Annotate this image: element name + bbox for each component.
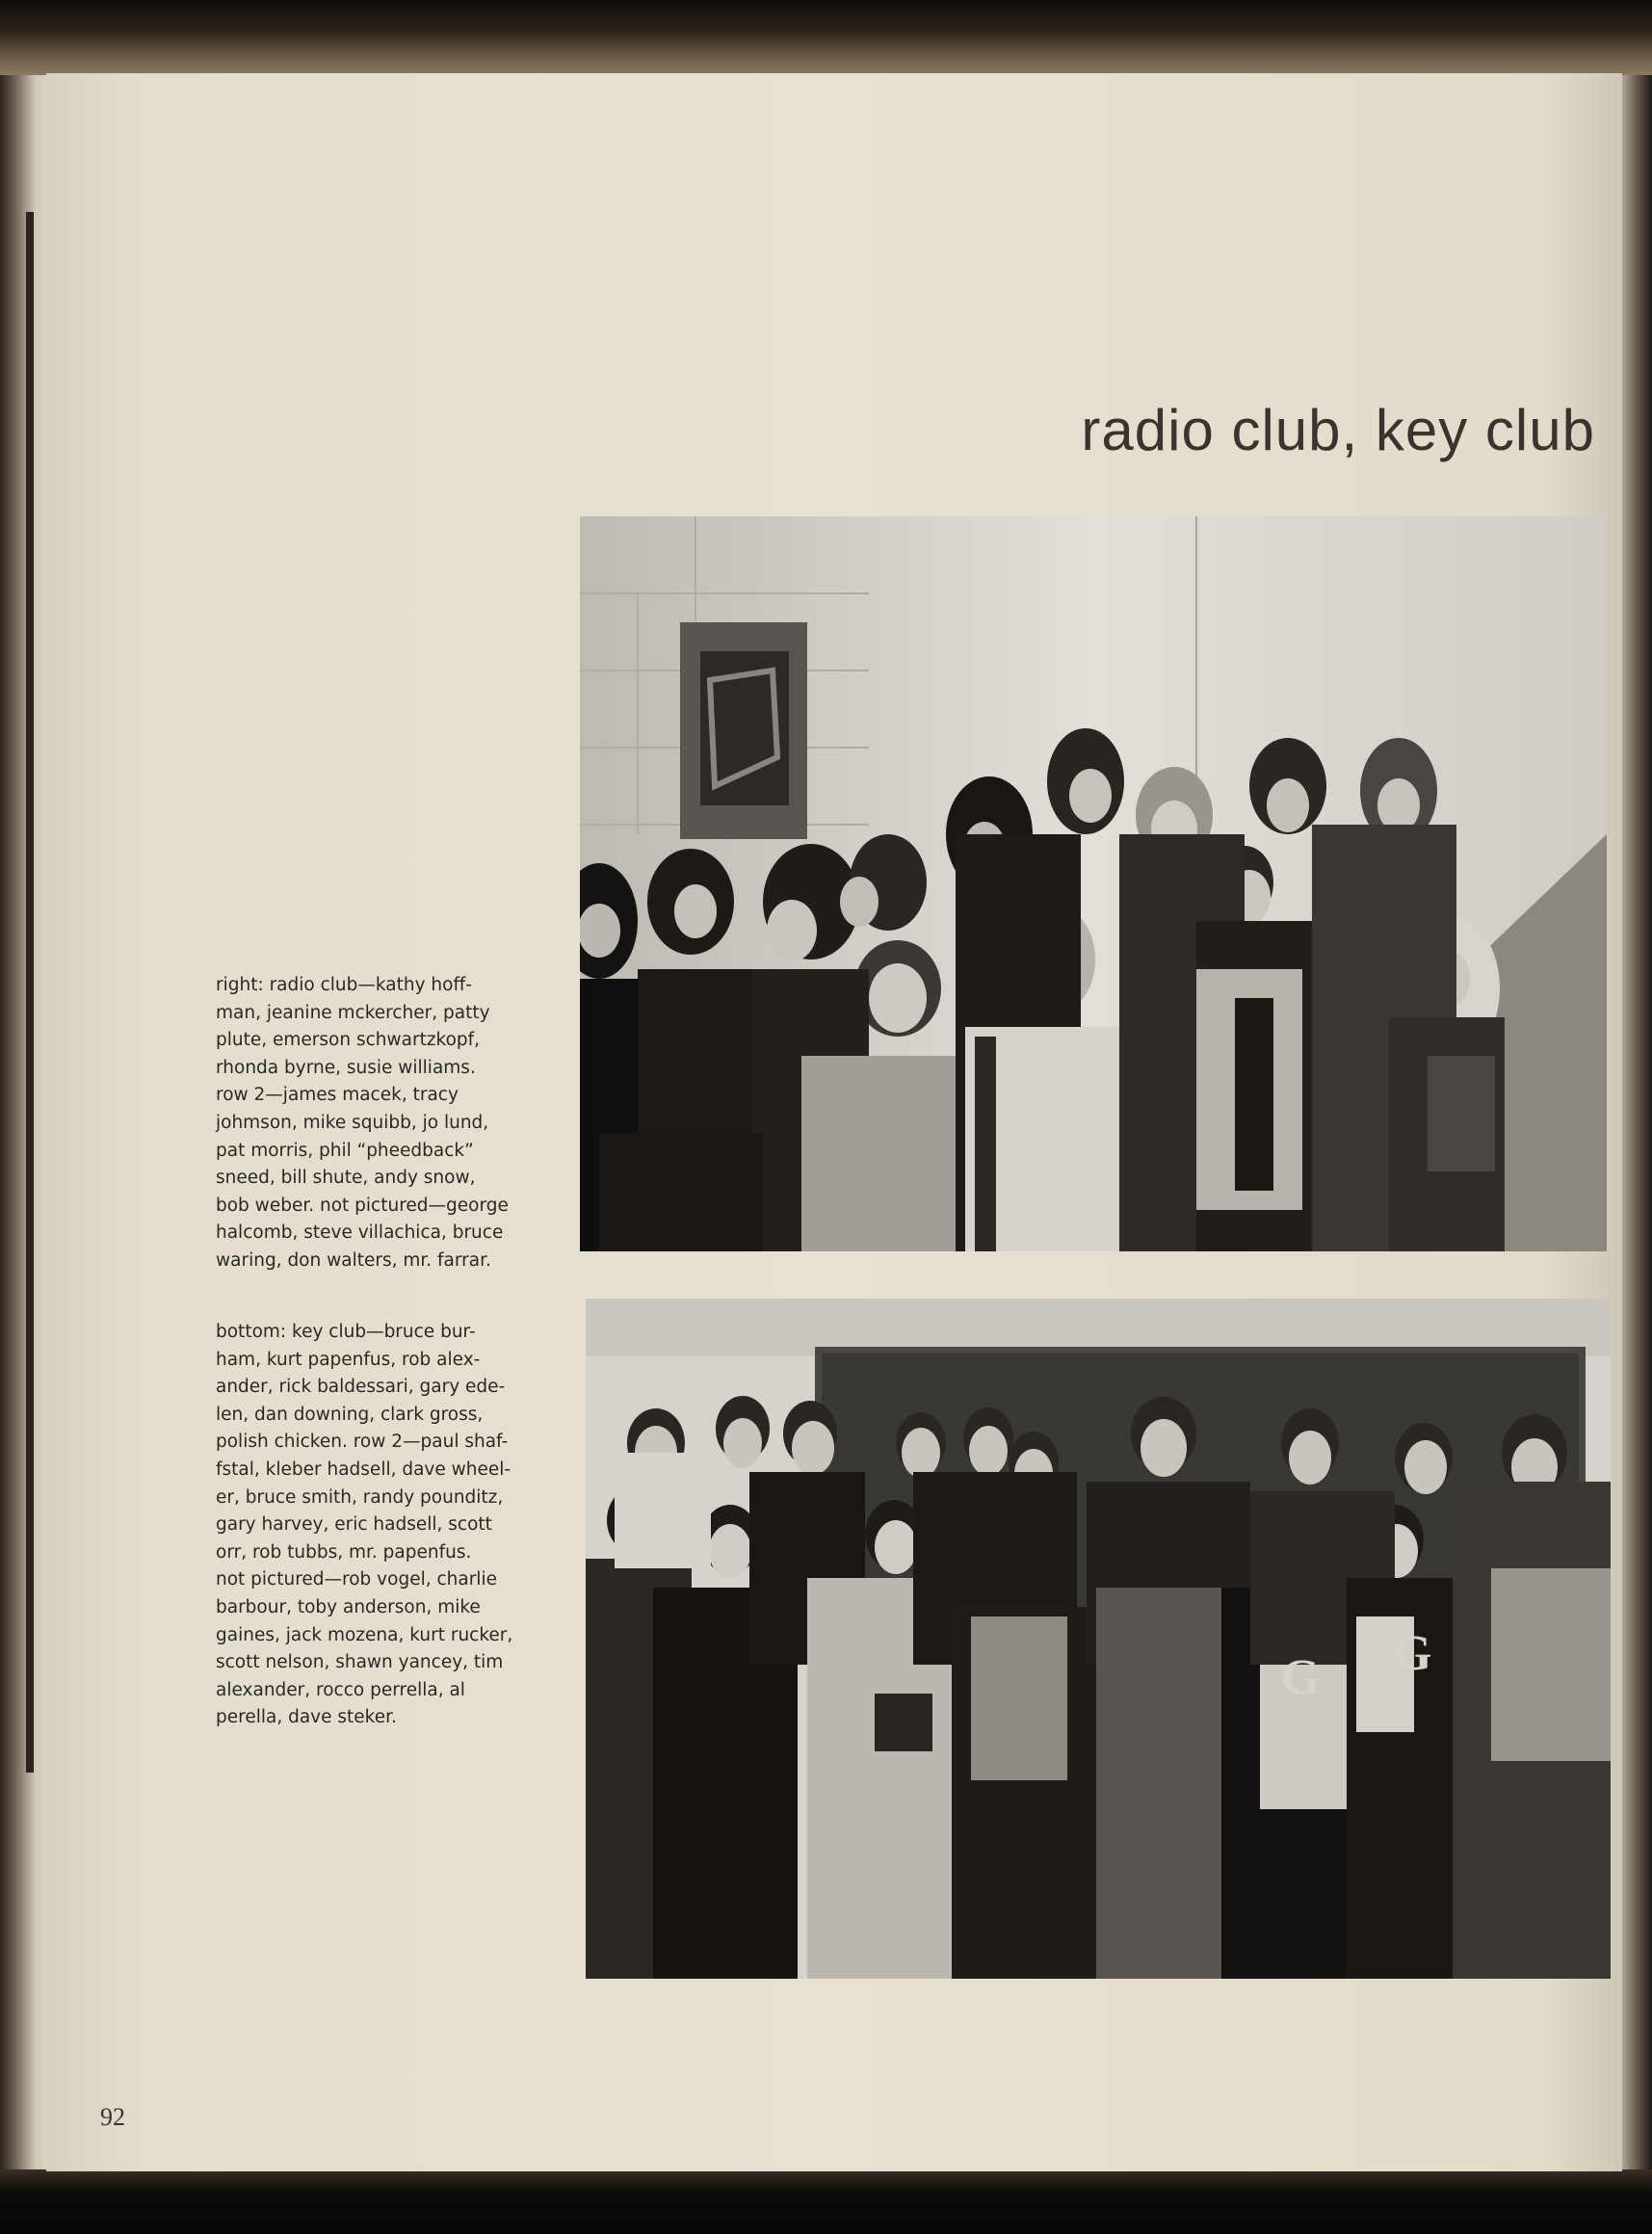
caption-line: scott nelson, shawn yancey, tim [216, 1652, 504, 1673]
caption-line: right: radio club—kathy hoff- [216, 975, 472, 995]
caption-line: not pictured—rob vogel, charlie [216, 1569, 497, 1590]
caption-line: er, bruce smith, randy pounditz, [216, 1486, 504, 1508]
caption-line: johmson, mike squibb, jo lund, [216, 1112, 489, 1133]
scan-right-edge [1620, 75, 1652, 2169]
key-club-photo [586, 1299, 1611, 1979]
caption-line: ham, kurt papenfus, rob alex- [216, 1349, 481, 1370]
binding-spine [26, 212, 34, 1773]
caption-line: man, jeanine mckercher, patty [216, 1002, 490, 1023]
key-club-caption [216, 1319, 582, 1732]
page-title: radio club, key club [1081, 398, 1595, 462]
caption-line: pat morris, phil “pheedback” [216, 1140, 474, 1161]
caption-line: bob weber. not pictured—george [216, 1195, 509, 1216]
caption-line: row 2—james macek, tracy [216, 1085, 459, 1106]
caption-line: plute, emerson schwartzkopf, [216, 1030, 481, 1051]
svg-text:G: G [1281, 1650, 1321, 1705]
caption-line: gaines, jack mozena, kurt rucker, [216, 1624, 513, 1645]
caption-line: bottom: key club—bruce bur- [216, 1322, 476, 1342]
caption-line: orr, rob tubbs, mr. papenfus. [216, 1541, 472, 1563]
caption-line: waring, don walters, mr. farrar. [216, 1249, 491, 1271]
caption-line: fstal, kleber hadsell, dave wheel- [216, 1459, 511, 1480]
scan-bottom-edge [0, 2169, 1652, 2234]
radio-club-caption [216, 972, 582, 1275]
scan-top-edge [0, 0, 1652, 75]
caption-line: alexander, rocco perrella, al [216, 1679, 465, 1700]
caption-line: halcomb, steve villachica, bruce [216, 1222, 504, 1244]
caption-line: rhonda byrne, susie williams. [216, 1057, 476, 1078]
caption-line: polish chicken. row 2—paul shaf- [216, 1432, 509, 1453]
caption-line: barbour, toby anderson, mike [216, 1596, 481, 1617]
caption-line: len, dan downing, clark gross, [216, 1404, 484, 1425]
svg-text:G: G [1393, 1626, 1432, 1681]
radio-club-photo [580, 516, 1607, 1251]
page-number: 92 [100, 2103, 125, 2131]
caption-line: gary harvey, eric hadsell, scott [216, 1514, 492, 1536]
scan-left-edge [0, 75, 50, 2169]
caption-line: perella, dave steker. [216, 1707, 397, 1728]
yearbook-page [46, 73, 1622, 2171]
caption-line: sneed, bill shute, andy snow, [216, 1168, 476, 1189]
caption-line: ander, rick baldessari, gary ede- [216, 1377, 506, 1398]
